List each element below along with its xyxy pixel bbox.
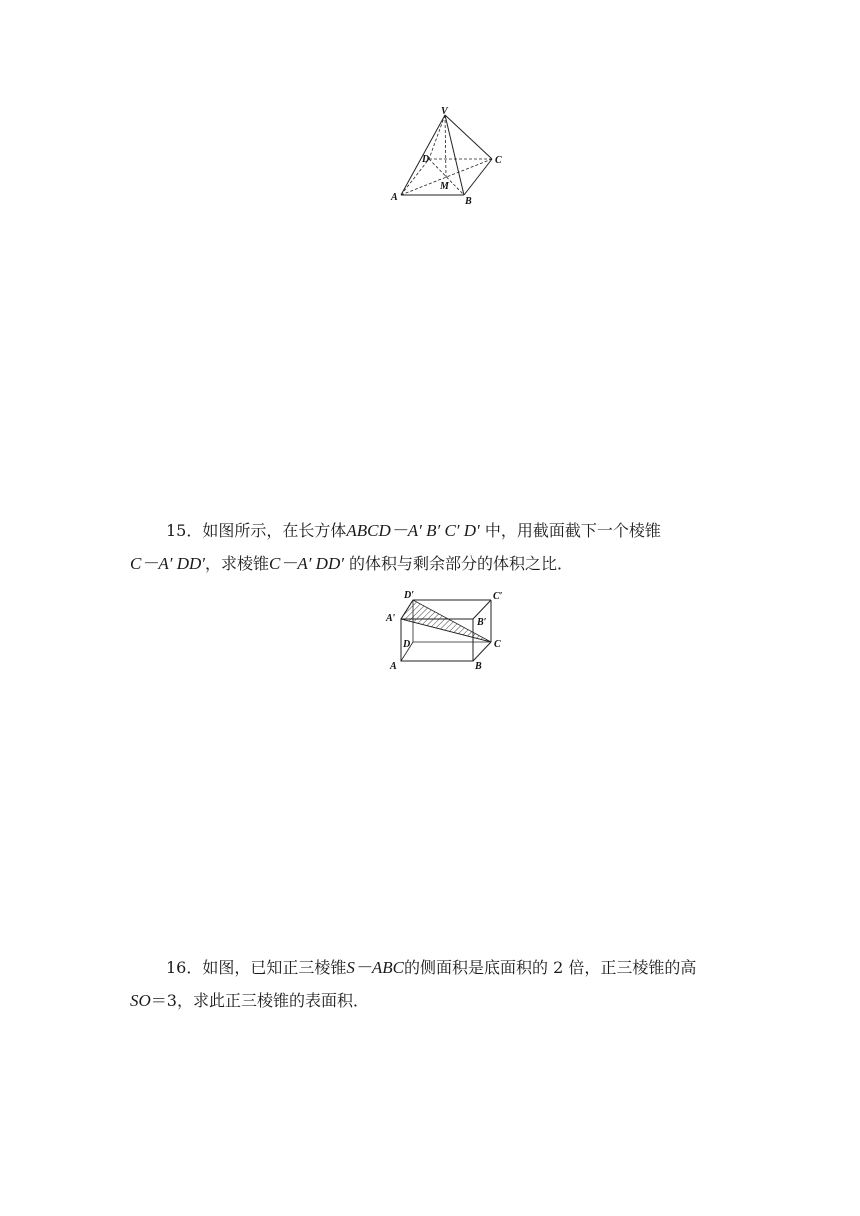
problem-15 (130, 514, 730, 580)
label-B: B (475, 661, 482, 672)
label-D-prime: D′ (404, 590, 415, 601)
height-name: SO (130, 991, 151, 1010)
label-D: D (422, 154, 430, 165)
label-V: V (441, 106, 448, 117)
tetra-name: S－ABC (346, 958, 404, 977)
problem-15-line-2: C－A′ DD′，求棱锥C－A′ DD′ 的体积与剩余部分的体积之比． (130, 554, 574, 573)
problem-16-line-2: SO＝3，求此正三棱锥的表面积． (130, 991, 369, 1010)
label-C-prime: C′ (493, 591, 503, 602)
label-D: D (403, 639, 411, 650)
problem-15-line-1: 15．如图所示，在长方体ABCD－A′ B′ C′ D′ 中，用截面截下一个棱锥 (166, 521, 661, 540)
label-C: C (495, 155, 502, 166)
label-M: M (440, 181, 449, 192)
pyramid-diagram (385, 103, 510, 208)
cuboid-diagram (383, 590, 508, 674)
label-A-prime: A′ (386, 613, 396, 624)
cuboid-name: ABCD－A′ B′ C′ D′ (346, 521, 480, 540)
pyramid-figure (385, 103, 510, 208)
label-A: A (391, 192, 398, 203)
problem-16-line-1: 16．如图，已知正三棱锥S－ABC的侧面积是底面积的 2 倍，正三棱锥的高 (166, 958, 697, 977)
label-C: C (494, 639, 501, 650)
label-B-prime: B′ (477, 617, 487, 628)
pyramid-name-2: C－A′ DD′ (268, 554, 344, 573)
pyramid-name: C－A′ DD′ (130, 554, 205, 573)
cuboid-figure (383, 590, 508, 674)
label-B: B (465, 196, 472, 207)
label-A: A (390, 661, 397, 672)
problem-16 (130, 951, 730, 1017)
